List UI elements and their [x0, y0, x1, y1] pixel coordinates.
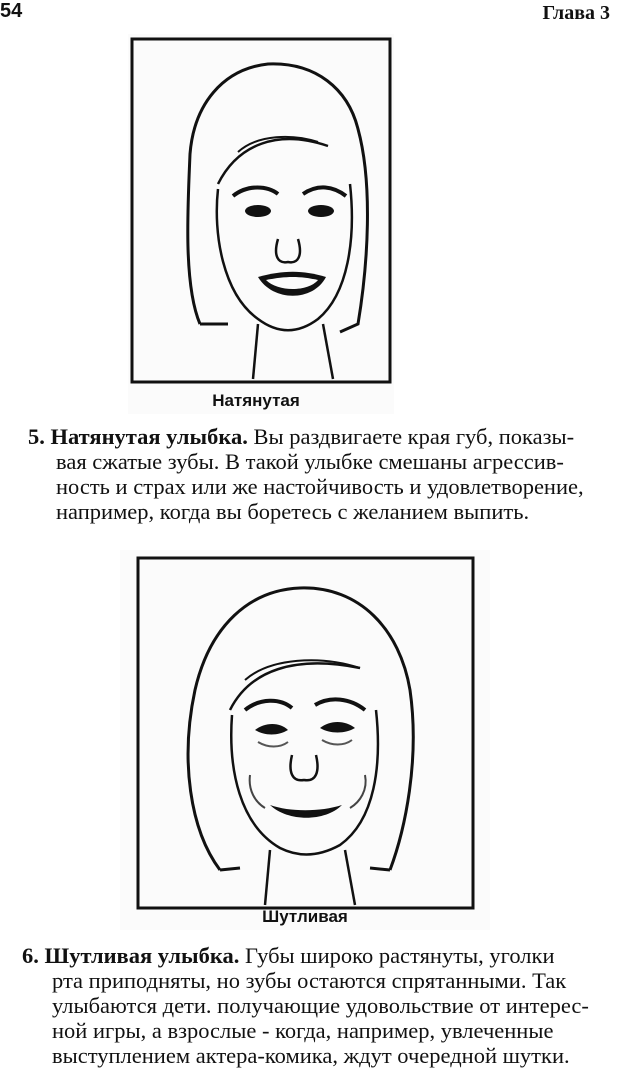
figure-playful-smile	[120, 550, 490, 930]
playful-smile-illustration	[120, 550, 490, 930]
item-5-paragraph	[28, 424, 618, 524]
strained-smile-illustration	[128, 34, 394, 414]
item-6-line2: рта приподняты, но зубы остаются спрятанными. Так	[52, 968, 567, 993]
item-6-paragraph	[22, 943, 618, 1068]
figure-strained-smile	[128, 34, 394, 414]
figure1-caption: Натянутая	[212, 391, 300, 410]
item-6-line1: Губы широко растянуты, уголки	[245, 943, 555, 968]
item-5-line2: вая сжатые зубы. В такой улыбке смешаны агрессив-	[56, 449, 564, 474]
figure2-caption: Шутливая	[262, 907, 348, 926]
item-6-line4: ной игры, а взрослые - когда, например, увлеченные	[52, 1018, 554, 1043]
item-6-line5: выступлением актера-комика, ждут очередной шутки.	[52, 1043, 570, 1068]
item-5-line4: например, когда вы боретесь с желанием выпить.	[56, 499, 530, 524]
chapter-title: Глава 3	[542, 2, 610, 24]
item-6-title: Шутливая улыбка.	[44, 943, 240, 968]
item-5-line1: Вы раздвигаете края губ, показы-	[253, 424, 575, 449]
item-6-line3: улыбаются дети. получающие удовольствие от интерес-	[52, 993, 589, 1018]
page-number: 54	[0, 0, 23, 22]
item-5-line3: ность и страх или же настойчивость и удовлетворение,	[56, 474, 584, 499]
item-6-number: 6.	[22, 943, 39, 968]
item-5-number: 5.	[28, 424, 45, 449]
item-5-title: Натянутая улыбка.	[50, 424, 248, 449]
